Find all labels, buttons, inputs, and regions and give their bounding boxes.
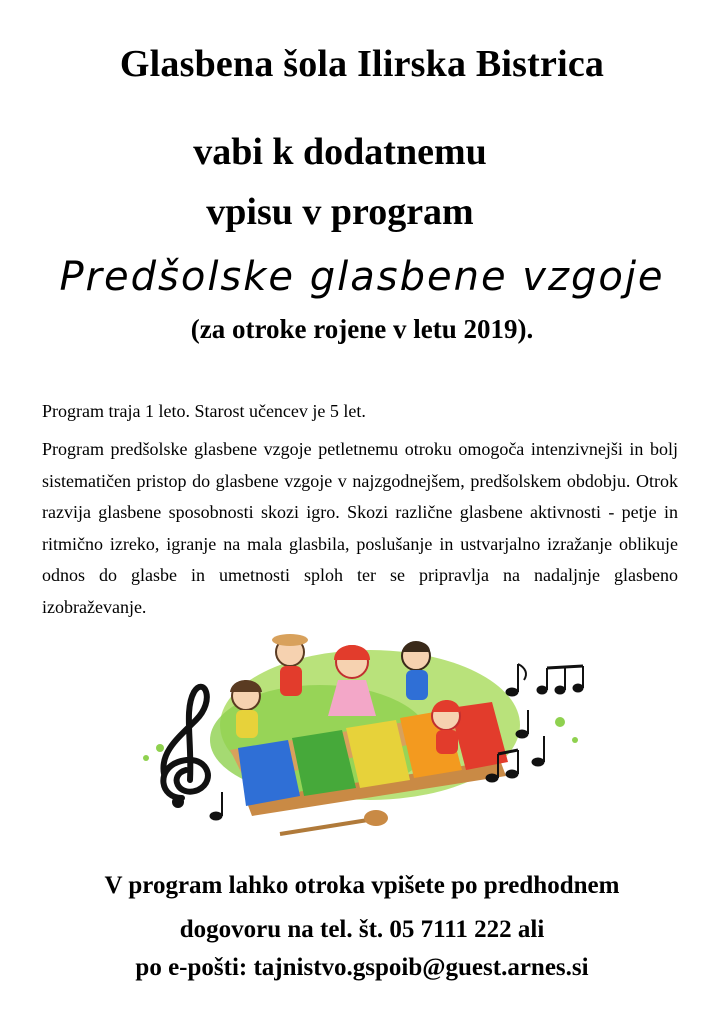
treble-clef-icon bbox=[163, 687, 208, 808]
enrollment-info-line-1: V program lahko otroka vpišete po predhodnem bbox=[104, 872, 620, 899]
enrollment-contact-email: po e-pošti: tajnistvo.gspoib@guest.arnes.si bbox=[135, 954, 589, 981]
program-name: Predšolske glasbene vzgoje bbox=[59, 254, 665, 300]
school-title: Glasbena šola Ilirska Bistrica bbox=[119, 43, 605, 85]
invite-line-1: vabi k dodatnemu bbox=[193, 131, 487, 173]
mallet-icon bbox=[280, 810, 388, 834]
children-xylophone-illustration bbox=[120, 630, 600, 850]
program-duration-text: Program traja 1 leto. Starost učencev je 5 let. bbox=[42, 401, 366, 421]
invite-line-2: vpisu v program bbox=[206, 191, 474, 233]
program-description-text: Program predšolske glasbene vzgoje petletnemu otroku omogoča intenzivnejši in bolj sistematičen pristop do glasbene vzgoje v najzgodnejšem, predšolskem obdobju. Otrok razvija glasbene sposobnosti skozi igro. Skozi različne glasbene aktivnosti - petje in ritmično izreko, igranje na mala glasbila, poslušanje in ustvarjalno izražanje oblikuje odnos do glasbe in umetnosti sploh ter se pripravlja na nadaljnje glasbeno izobraževanje. bbox=[42, 439, 678, 617]
enrollment-info-line-2: dogovoru na tel. št. 05 7111 222 ali bbox=[179, 916, 545, 943]
birth-year-note: (za otroke rojene v letu 2019). bbox=[190, 314, 534, 344]
